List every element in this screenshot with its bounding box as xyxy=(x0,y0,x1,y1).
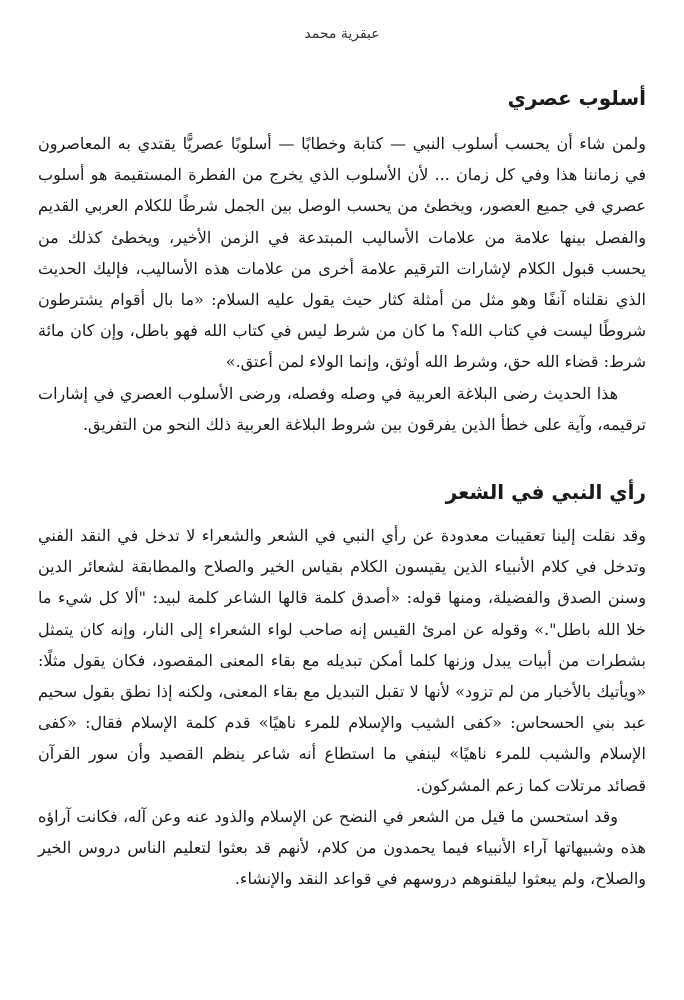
paragraph: وقد نقلت إلينا تعقيبات معدودة عن رأي النبي في الشعر والشعراء لا تدخل في النقد الفني وتدخل في كلام الأنبياء الذين يقيسون الكلام بقياس الخير والصلاح والمطابقة لشعائر الدين وسنن الصدق والفضيلة، ومنها قوله: «أصدق كلمة قالها الشاعر كلمة لبيد: "ألا كل شيء ما خلا الله باطل".» وقوله عن امرئ القيس إنه صاحب لواء الشعراء إلى النار، وإنه كان يتمثل بشطرات من أبيات يبدل وزنها كلما أمكن تبديله مع بقاء المعنى المقصود، فكان يقول مثلًا: «ويأتيك بالأخبار من لم تزود» لأنها لا تقبل التبديل مع بقاء المعنى، ولكنه إذا نطق بقول سحيم عبد بني الحسحاس: «كفى الشيب والإسلام للمرء ناهيًا» قدم كلمة الإسلام فقال: «كفى الإسلام والشيب للمرء ناهيًا» لينفي ما استطاع أنه شاعر ينظم القصيد وأن سور القرآن قصائد مرتلات كما زعم المشركون. xyxy=(38,526,646,795)
section-title-modern-style: أسلوب عصري xyxy=(507,86,646,110)
running-header: عبقرية محمد xyxy=(304,26,380,42)
paragraph: ولمن شاء أن يحسب أسلوب النبي — كتابة وخطابًا — أسلوبًا عصريًّا يقتدي به المعاصرون في زماننا هذا وفي كل زمان ... لأن الأسلوب الذي يخرج من الفطرة المستقيمة هو أسلوب عصري في جميع العصور، ويخطئ من يحسب الوصل بين الجمل شرطًا للكلام العربي القديم والفصل بينها علامة من علامات الأساليب المبتدعة في الزمن الأخير، ويخطئ كذلك من يحسب قبول الكلام لإشارات الترقيم علامة أخرى من علامات هذه الأساليب، فإليك الحديث الذي نقلناه آنفًا وهو مثل من أمثلة كثار حيث يقول عليه السلام: «ما بال أقوام يشترطون شروطًا ليست في كتاب الله؟ ما كان من شرط ليس في كتاب الله فهو باطل، وإن كان مائة شرط: قضاء الله حق، وشرط الله أوثق، وإنما الولاء لمن أعتق.» xyxy=(38,134,646,372)
paragraph: هذا الحديث رضى البلاغة العربية في وصله وفصله، ورضى الأسلوب العصري في إشارات ترقيمه، وآية على خطأ الذين يفرقون بين شروط البلاغة العربية ذلك النحو من التفريق. xyxy=(38,383,646,434)
section-title-prophet-on-poetry: رأي النبي في الشعر xyxy=(445,480,646,505)
paragraph: وقد استحسن ما قيل من الشعر في النضح عن الإسلام والذود عنه وعن آله، فكانت آراؤه هذه وشبيهاتها آراء الأنبياء فيما يحمدون من كلام، لأنهم قد بعثوا لتعليم الناس دروس الخير والصلاح، ولم يبعثوا ليلقنوهم دروسهم في قواعد النقد والإنشاء. xyxy=(38,806,646,889)
